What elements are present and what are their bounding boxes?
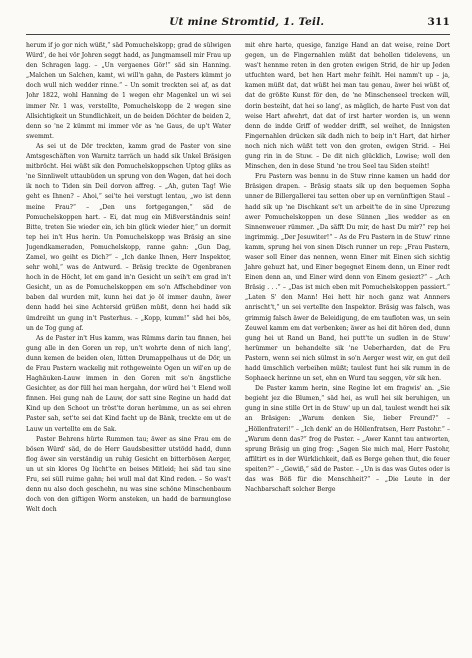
page-number: 311 <box>427 16 450 28</box>
paragraph: De Paster kamm herin, sine Regine let em fragwis' an. „Sie begieht jez die Blumen,“ säd hei, as wull hei sik beruhigen, un gung in sine stille Ort in de Stuw' up un dal, taulest wendt hei sik an Bräsigen: „Warum denken Sie, lieber Freund?“ – „Höllenfrateri!“ – „Ich denk' an de Höllenfratsen, Herr Pastohr.“ – „Warum denn das?“ frog de Paster. – „Awer Kannt tau antworten, sprung Bräsig un ging frog: „Sagen Sie mich mal, Herr Pastohr, affiltirt es in der Würklichkeit, daß es Berge gehen thut, die feuer speiten?“ – „Gewiß,“ säd de Paster. – „Un is das was Gutes oder is das was Böß für die Menschheit?“ – „Die Leute in der Nachbarschaft solcher Berge <box>245 385 450 494</box>
paragraph: herum if jo gor nich wüßt,“ säd Pomuchelskopp; grad de sülwigen Würd', de hei vör Johren seggt hadd, as Jungmamsell mir Frau up den Schragen lagg. – „Un vergaenes Gör!“ säd sin Hanning. „Malchen un Salchen, kamt, wi will'n gahn, de Pasters kümmt jo doch wull nich wedder rinne.“ – Un somit treckten sei af, as dat Johr 1822, wohl Hanning de 1 wegen ehr Magenkel un wi sei immer Nr. 1 was, verstellte, Pomuchelskopp de 2 wegen sine Allsichtigkeit un Stundlichkeit, un de beiden Döchter de beiden 2, denn so 'ne 2 kümmt mi immer vör as 'ne Gaus, de up't Water swemmt. <box>26 42 231 140</box>
paragraph: Paster Behrens hürte Rummen tau; äwer as sine Frau em de bösen Würd' säd, de de Herr Gaudsbesitter utstödd hadd, dunn flog äwer sin verständig un ruhig Gesicht en bitterbösen Aerger, un ut sin klores Og lücht'te en beises Mitleid; hei säd tau sine Fru, sei süll ruime gahn; hei wull mal dat Kind reden. – So was't denn nu also doch geschehn, nu was sine schöne Minschenbaum doch von den giftigen Worm ansteken, un hadd de barmunglose Welt doch <box>26 435 231 514</box>
paragraph: mit ehre harte, quesige, fanzige Hand an dat weise, reine Dort gegen, un de Fingernahlen müßt dat behollen tidelevens, un was't hennme reten in den groten ewigen Strid, de hir up Jeden utfuchten ward, bet hen Hart mehr feihlt. Hei namm't up – ja, kamen müßt dat, dat wüßt hei man tau genau, äwer hei wüßt of, dat de größte Kunst för den, de 'ne Minschenseel trecken will, dorin besteiht, dat hei so lang', as mäglich, de harte Fust von dat weise Hart afwehrt, dat dat of irst harter worden is, un wenn denn de indde Griff of wedder drifft, sel weihet, de Innigsten Fingernahlen drücken sik dadh nich to beip in't Hart, dat hirher noch nich nich wüßt tett von den groten, ewigen Strid. – Hei gung rin in de Stuw. – De dit nich glücklich, Lowise; woll den Minschen, den in dese Stund 'ne trou Seel tau Siden steiht! <box>245 42 450 171</box>
right-column <box>245 41 450 626</box>
paragraph: As de Paster in't Hus kamm, was Rümms darin tau finnen, hei gung alle in den Goren un rep, un't wohrte denn of nich lang', dunn kemen de beiden olen, lütten Drumappelhaus ut de Dör, un de Frau Pastern wackelig mit rothgeweinte Ogen un wil'en up de Haghäuken-Lauw immen in den Goren mit so'n ängstliche Gesichter, as dor füll hei man hergahn, dor würd hei 't Elend woll finnen. Hei gung nah de Lauw, dor satt sine Regine un hadd dat Kind up den Schoot un tröst'te doran herümme, un as sei ehren Paster sah, set'te sei dat Kind facht up de Bänk, treckte em ut de Lauw un vertellte em de Sak. <box>26 334 231 433</box>
header-rule <box>26 34 450 35</box>
paragraph: As sei ut de Dör treckten, kamm grad de Paster von sine Amtsgeschäften von Warnitz tarräch un hadd sik Unkel Bräsigen mitbröcht. Hei wüßt sik den Pomuchelskoppschen Uptog gliks as 'ne Sinnliwelt uttaubüden un sprung von den Wagen, dat hei doch ik noch to Tiden sin Deil dorvon affreg. – „Ah, guten Tag! Wie geht es Ihnen? – Ahoi,“ sei'te hei verstugt lentau, „wo ist denn meine Frau?“ – „Den uns fortgegangen,“ säd de Pomuchelskoppen hart. – Ei, dat mug ein Mißverständnis sein! Bitte, treten Sie wieder ein, ich bin glück wieder hier,“ un dormit tep hei in't Hus herin. Un Pomuchelskopp was Bräsig an sine Jugendkameraden, Pomuchelskopp, ranne gahn: „Gun Dag, Zamel, wo geiht es Dich?“ – „Ich danke Ihnen, Herr Inspektor, sehr wohl,“ was de Antwurd. – Bräsig treckte de Ogenbranen hoch in de Höcht, let em gand in'n Gesicht un seih't em grad in't Gesicht, un as de Pomuchelskoppen em so'n Affschebdiner von baben dal wurden mit, kunn hei dat jo öl immer dauhn, äwer denn hadd hei sine Achtersid grüßen müßt, denn hei hadd sik ümdreiht un gung in't Pasterhus. – „Kopp, kumm!“ säd hei bös, un de Tog gung af. <box>26 142 231 332</box>
text-columns <box>26 41 450 626</box>
running-header <box>26 16 450 28</box>
paragraph: Fru Pastern was bennu in de Stuw rinne kamen un hadd dor Bräsigen drapen. – Bräsig staats sik up den bequemen Sopha unner de Billergallerei tau setten ober up en vernünftigen Staul – hadd sik up 'ne Dischkant se't un arbeit'te de in sine Uprezung awer Pomuchelskoppen un dese Sünnen „lies wedder as en Sinnenweuer rümmer. „Da säfft Du mir, de hast Du mir?“ rep hei ingrimmig. „Der Jesuwiter!“ – As de Fru Pastern in de Stuw' rinne kamm, sprung hei von sinen Disch runner un rep: „Frau Pastern, waser soll Einer das nennen, wenn Einer mit Einen sich sichtig Jahre gehuzt hat, und Einer begegnet Einem denn, un Einer redt Einen denn an, und Einer wird denn von Einem gesiezt?“ – „Ach Bräsig . . .“ – „Das ist mich eben mit Pomuchelskoppen passiert.“ „Laten S' den Mann! Hei hett hir noch ganz wat Annners anrischt't,“ un sei vertellte den Inspektor. Bräsig was falsch, was grimmig falsch äwer de Beleidigung, de em taufloten was, un sein Zeuwel kamm em dat verbenken; äwer as hei dit hören ded, dunn gung hei ut Rand un Band, hei putt'te un sudlen in de Stuw' herümmer un behandelte sik 'ne Ueberharden, dat de Fru Pastern, wenn sei nich sülmst in so'n Aerger west wir, en gut deil hadd ümschlich verbeihen müßt; taulest funt hei sik rumm in de Sophaeck herinne un set, ehn en Wurd tau seggen, vör sik hen. <box>245 173 450 383</box>
left-column <box>26 41 231 626</box>
running-title: Ut mine Stromtid, 1. Teil. <box>169 16 325 28</box>
